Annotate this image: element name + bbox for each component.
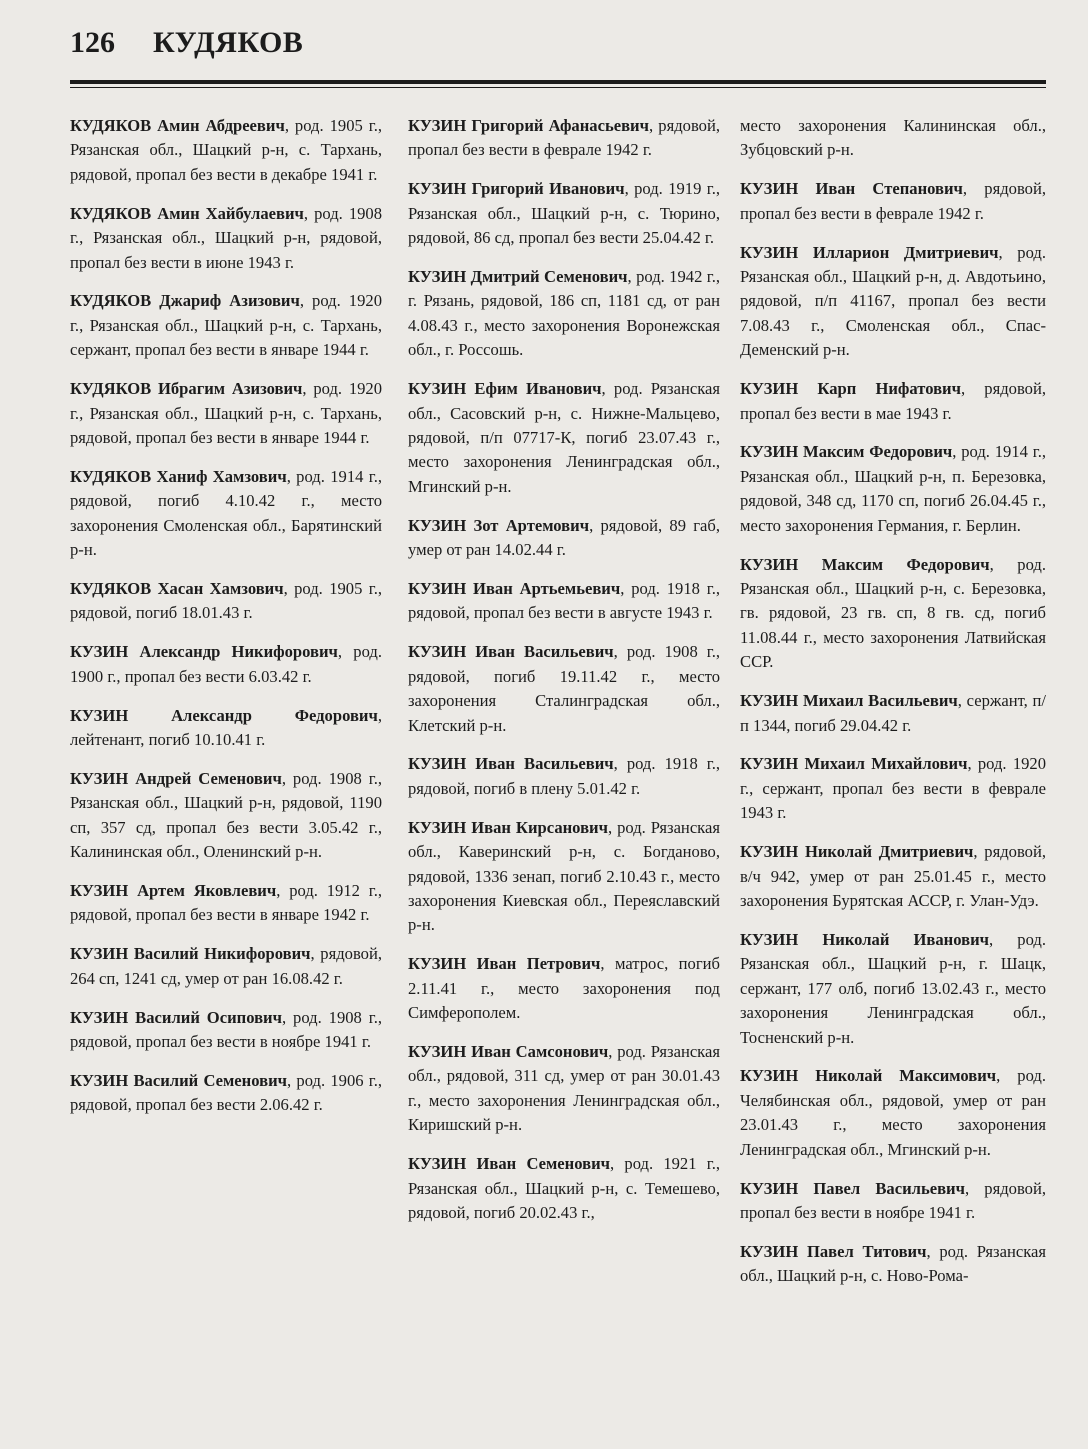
- entry-name: КУЗИН Александр Федорович: [70, 705, 378, 725]
- entry: [408, 177, 720, 250]
- page-number: 126: [70, 26, 115, 59]
- entry-name: КУЗИН Иван Васильевич: [408, 642, 614, 662]
- entry: [740, 114, 1046, 163]
- entry-name: КУЗИН Григорий Афанасьевич: [408, 116, 649, 135]
- entry-text: , род. 1906 г., рядовой, пропал без вести 2.06.42 г.: [70, 1071, 383, 1115]
- entry: [740, 752, 1046, 825]
- entry-text: , род. 1905 г., Рязанская обл., Шацкий р-н, с. Тархань, рядовой, пропал без вести в декабре 1941 г.: [70, 116, 383, 184]
- entry-name: КУДЯКОВ Амин Абдреевич: [70, 116, 285, 135]
- entry: [408, 1040, 720, 1138]
- entry-text: , лейтенант, погиб 10.10.41 г.: [70, 705, 382, 750]
- entry-text: , род. 1905 г., рядовой, погиб 18.01.43 г.: [70, 579, 382, 623]
- entry-text: , род. 1918 г., рядовой, погиб в плену 5.01.42 г.: [408, 754, 720, 798]
- entry-name: КУЗИН Павел Васильевич: [740, 1178, 965, 1198]
- entry-name: КУЗИН Иван Степанович: [740, 179, 963, 199]
- entry-text: , род. 1919 г., Рязанская обл., Шацкий р-н, с. Тюрино, рядовой, 86 сд, пропал без вести 25.04.42 г.: [408, 179, 721, 248]
- entry-name: КУЗИН Николай Иванович: [740, 929, 990, 949]
- entry: [740, 440, 1046, 538]
- entry: [740, 553, 1046, 675]
- entry: [70, 465, 382, 563]
- entry: [740, 689, 1046, 738]
- entry-name: КУЗИН Зот Артемович: [408, 515, 590, 535]
- entry-name: КУЗИН Иван Петрович: [408, 954, 601, 974]
- entry-name: КУЗИН Максим Федорович: [740, 442, 953, 462]
- entry-text: , род. 1918 г., рядовой, пропал без вести в августе 1943 г.: [408, 579, 720, 623]
- entry-name: КУЗИН Андрей Семенович: [70, 768, 282, 788]
- entry-name: КУДЯКОВ Ханиф Хамзович: [70, 466, 287, 486]
- entry-text: , род. Рязанская обл., Шацкий р-н, д. Авдотьино, рядовой, п/п 41167, пропал без вести 7.08.43 г., Смоленская обл., Спас-Деменский р-н.: [740, 242, 1046, 360]
- entry: [408, 752, 720, 801]
- entry-text: , рядовой, в/ч 942, умер от ран 25.01.45 г., место захоронения Бурятская АССР, г. Улан-Удэ.: [740, 842, 1046, 910]
- entry-text: , род. 1914 г., рядовой, погиб 4.10.42 г., место захоронения Смоленская обл., Барятинский р-н.: [70, 466, 382, 560]
- entry: [740, 1064, 1046, 1162]
- entry: [740, 241, 1046, 363]
- entry-text: , рядовой, пропал без вести в феврале 1942 г.: [408, 116, 720, 160]
- entry-text: , рядовой, 89 габ, умер от ран 14.02.44 г.: [408, 515, 721, 560]
- entry: [740, 377, 1046, 426]
- entry-text: , рядовой, 264 сп, 1241 сд, умер от ран 16.08.42 г.: [70, 944, 382, 988]
- entry-name: КУЗИН Василий Осипович: [70, 1007, 282, 1027]
- entry-name: КУЗИН Александр Никифорович: [70, 642, 338, 662]
- entry: [70, 114, 382, 187]
- entry: [70, 704, 382, 753]
- entry: [408, 265, 720, 363]
- entry-name: КУЗИН Иван Артьемьевич: [408, 579, 621, 598]
- running-head: КУДЯКОВ: [153, 26, 304, 59]
- entry: [70, 289, 382, 362]
- entry-name: КУДЯКОВ Ибрагим Азизович: [70, 379, 303, 399]
- entry-text: , сержант, п/п 1344, погиб 29.04.42 г.: [740, 691, 1046, 735]
- page-header: [70, 26, 303, 66]
- entry-text: , рядовой, пропал без вести в феврале 1942 г.: [740, 179, 1047, 223]
- entry-text: , род. Рязанская обл., Шацкий р-н, с. Ново-Рома-: [740, 1241, 1047, 1286]
- entry: [740, 1177, 1046, 1226]
- entry-name: КУЗИН Василий Семенович: [70, 1071, 287, 1090]
- entry-name: КУДЯКОВ Хасан Хамзович: [70, 579, 284, 598]
- column-2: [408, 114, 720, 1240]
- entry-text: , род. Рязанская обл., рядовой, 311 сд, умер от ран 30.01.43 г., место захоронения Ленинградская обл., Киришский р-н.: [408, 1042, 720, 1135]
- entry-text: , род. 1921 г., Рязанская обл., Шацкий р-н, с. Темешево, рядовой, погиб 20.02.43 г.,: [408, 1154, 720, 1222]
- entry-text: , род. Рязанская обл., Шацкий р-н, г. Шацк, сержант, 177 олб, погиб 13.02.43 г., место захоронения Ленинградская обл., Тосненский р-н.: [740, 929, 1046, 1047]
- entry-name: КУЗИН Григорий Иванович: [408, 179, 625, 199]
- entry-text: , род. 1920 г., Рязанская обл., Шацкий р-н, с. Тархань, рядовой, пропал без вести в январе 1944 г.: [70, 379, 383, 447]
- entry-text: , род. 1920 г., сержант, пропал без вести в феврале 1943 г.: [740, 754, 1047, 823]
- header-rule-thick: [70, 80, 1046, 84]
- entry-text: , род. 1912 г., рядовой, пропал без вести в январе 1942 г.: [70, 881, 382, 925]
- entry-text: , род. 1908 г., Рязанская обл., Шацкий р-н, рядовой, пропал без вести в июне 1943 г.: [70, 203, 383, 272]
- entry: [740, 1240, 1046, 1289]
- entry: [408, 577, 720, 626]
- entry: [70, 879, 382, 928]
- entry-text: , рядовой, пропал без вести в ноябре 1941 г.: [740, 1178, 1046, 1222]
- entry-name: КУЗИН Максим Федорович: [740, 554, 990, 574]
- column-3: [740, 114, 1046, 1303]
- entry-name: КУЗИН Николай Дмитриевич: [740, 842, 974, 862]
- entry-text: , род. Рязанская обл., Сасовский р-н, с. Нижне-Мальцево, рядовой, п/п 07717-К, погиб 23.07.43 г., место захоронения Ленинградская обл., Мгинский р-н.: [408, 379, 721, 496]
- entry-name: КУДЯКОВ Амин Хайбулаевич: [70, 203, 304, 223]
- entry-text: , род. 1914 г., Рязанская обл., Шацкий р-н, п. Березовка, рядовой, 348 сд, 1170 сп, погиб 26.04.45 г., место захоронения Германия, г. Берлин.: [740, 442, 1046, 535]
- entry-name: КУДЯКОВ Джариф Азизович: [70, 291, 300, 311]
- entry-name: КУЗИН Иван Кирсанович: [408, 817, 608, 837]
- entry-text: , род. 1942 г., г. Рязань, рядовой, 186 сп, 1181 сд, от ран 4.08.43 г., место захоронения Воронежская обл., г. Россошь.: [408, 267, 720, 360]
- entry-text: , рядовой, пропал без вести в мае 1943 г.: [740, 379, 1046, 423]
- entry-name: КУЗИН Иван Самсонович: [408, 1042, 609, 1061]
- entry-text: место захоронения Калининская обл., Зубцовский р-н.: [740, 116, 1046, 160]
- entry: [408, 640, 720, 738]
- entry-name: КУЗИН Карп Нифатович: [740, 379, 961, 399]
- entry-text: , род. Рязанская обл., Шацкий р-н, с. Березовка, гв. рядовой, 23 гв. сп, 8 гв. сд, погиб 11.08.44 г., место захоронения Латвийская ССР.: [740, 554, 1046, 672]
- entry: [408, 816, 720, 938]
- entry-name: КУЗИН Михаил Михайлович: [740, 754, 968, 774]
- entry-text: , род. 1908 г., Рязанская обл., Шацкий р-н, рядовой, 1190 сп, 357 сд, пропал без вести 3.05.42 г., Калининская обл., Оленинский р-н.: [70, 768, 382, 862]
- entry: [740, 840, 1046, 913]
- entry: [70, 1006, 382, 1055]
- entry-text: , род. 1900 г., пропал без вести 6.03.42 г.: [70, 642, 382, 686]
- entry: [408, 1152, 720, 1225]
- entry-text: , род. 1908 г., рядовой, пропал без вести в ноябре 1941 г.: [70, 1007, 382, 1052]
- entry-name: КУЗИН Иван Семенович: [408, 1154, 610, 1174]
- entry-name: КУЗИН Артем Яковлевич: [70, 881, 277, 901]
- entry: [70, 577, 382, 626]
- entry: [70, 942, 382, 991]
- entry: [70, 640, 382, 689]
- entry: [70, 767, 382, 865]
- entry: [408, 514, 720, 563]
- entry-text: , род. Челябинская обл., рядовой, умер от ран 23.01.43 г., место захоронения Ленинградская обл., Мгинский р-н.: [740, 1066, 1046, 1159]
- entry-text: , матрос, погиб 2.11.41 г., место захоронения под Симферополем.: [408, 954, 720, 1023]
- entry: [408, 952, 720, 1025]
- entry: [740, 177, 1046, 226]
- entry: [70, 202, 382, 275]
- column-1: [70, 114, 382, 1132]
- entry: [70, 1069, 382, 1118]
- entry-text: , род. 1908 г., рядовой, погиб 19.11.42 г., место захоронения Сталинградская обл., Клетский р-н.: [408, 642, 720, 735]
- entry-name: КУЗИН Илларион Дмитриевич: [740, 242, 999, 262]
- entry-name: КУЗИН Николай Максимович: [740, 1066, 997, 1086]
- entry: [70, 377, 382, 450]
- entry-text: , род. Рязанская обл., Каверинский р-н, с. Богданово, рядовой, 1336 зенап, погиб 2.10.43 г., место захоронения Киевская обл., Переяславский р-н.: [408, 817, 720, 935]
- entry: [408, 114, 720, 163]
- entry-name: КУЗИН Василий Никифорович: [70, 944, 311, 964]
- entry-name: КУЗИН Михаил Васильевич: [740, 691, 958, 711]
- entry-name: КУЗИН Павел Титович: [740, 1241, 927, 1261]
- entry-name: КУЗИН Дмитрий Семенович: [408, 267, 628, 287]
- entry-name: КУЗИН Иван Васильевич: [408, 754, 614, 774]
- entry: [740, 928, 1046, 1050]
- entry: [408, 377, 720, 499]
- entry-text: , род. 1920 г., Рязанская обл., Шацкий р-н, с. Тархань, сержант, пропал без вести в январе 1944 г.: [70, 291, 382, 360]
- entry-name: КУЗИН Ефим Иванович: [408, 379, 602, 399]
- header-rule-thin: [70, 87, 1046, 88]
